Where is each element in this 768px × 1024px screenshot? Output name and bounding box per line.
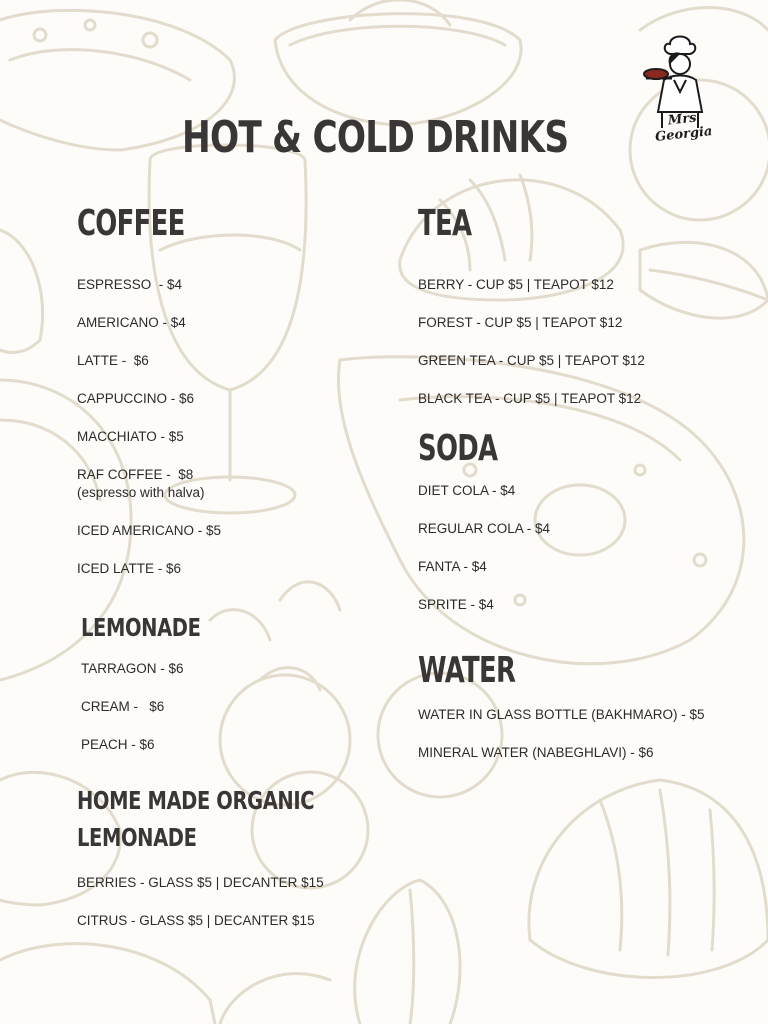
homemade-lemonade-heading: HOME MADE ORGANIC — [77, 786, 315, 815]
menu-item-macchiato: MACCHIATO - $5 — [77, 429, 184, 444]
coffee-heading: COFFEE — [77, 203, 185, 244]
menu-item-note: (espresso with halva) — [77, 485, 205, 500]
water-heading: WATER — [418, 650, 516, 691]
menu-item-iced-latte: ICED LATTE - $6 — [77, 561, 182, 576]
menu-item-sprite: SPRITE - $4 — [418, 597, 494, 612]
tea-heading: TEA — [418, 203, 472, 244]
homemade-lemonade-heading-line2: LEMONADE — [77, 823, 197, 852]
menu-item-citrus: CITRUS - GLASS $5 | DECANTER $15 — [77, 913, 315, 928]
menu-item-peach: PEACH - $6 — [81, 737, 155, 752]
menu-item-cream: CREAM - $6 — [81, 699, 165, 714]
menu-item-americano: AMERICANO - $4 — [77, 315, 186, 330]
lemonade-heading: LEMONADE — [81, 613, 201, 642]
page-title: HOT & COLD DRINKS — [182, 112, 569, 163]
menu-item-glass-bottle-water: WATER IN GLASS BOTTLE (BAKHMARO) - $5 — [418, 707, 705, 722]
menu-item-latte: LATTE - $6 — [77, 353, 149, 368]
menu-item-iced-americano: ICED AMERICANO - $5 — [77, 523, 222, 538]
menu-item-espresso: ESPRESSO - $4 — [77, 277, 183, 292]
menu-item-regular-cola: REGULAR COLA - $4 — [418, 521, 551, 536]
menu-item-fanta: FANTA - $4 — [418, 559, 487, 574]
menu-item-tarragon: TARRAGON - $6 — [81, 661, 184, 676]
menu-item-mineral-water: MINERAL WATER (NABEGHLAVI) - $6 — [418, 745, 654, 760]
soda-heading: SODA — [418, 428, 498, 469]
menu-item-raf-coffee: RAF COFFEE - $8 — [77, 467, 194, 482]
menu-item-black-tea: BLACK TEA - CUP $5 | TEAPOT $12 — [418, 391, 642, 406]
menu-item-green-tea: GREEN TEA - CUP $5 | TEAPOT $12 — [418, 353, 645, 368]
menu-item-cappuccino: CAPPUCCINO - $6 — [77, 391, 195, 406]
menu-item-berry-tea: BERRY - CUP $5 | TEAPOT $12 — [418, 277, 614, 292]
logo-text: Mrs Georgia — [654, 110, 714, 145]
menu-item-diet-cola: DIET COLA - $4 — [418, 483, 516, 498]
menu-item-forest-tea: FOREST - CUP $5 | TEAPOT $12 — [418, 315, 623, 330]
menu-item-berries: BERRIES - GLASS $5 | DECANTER $15 — [77, 875, 324, 890]
